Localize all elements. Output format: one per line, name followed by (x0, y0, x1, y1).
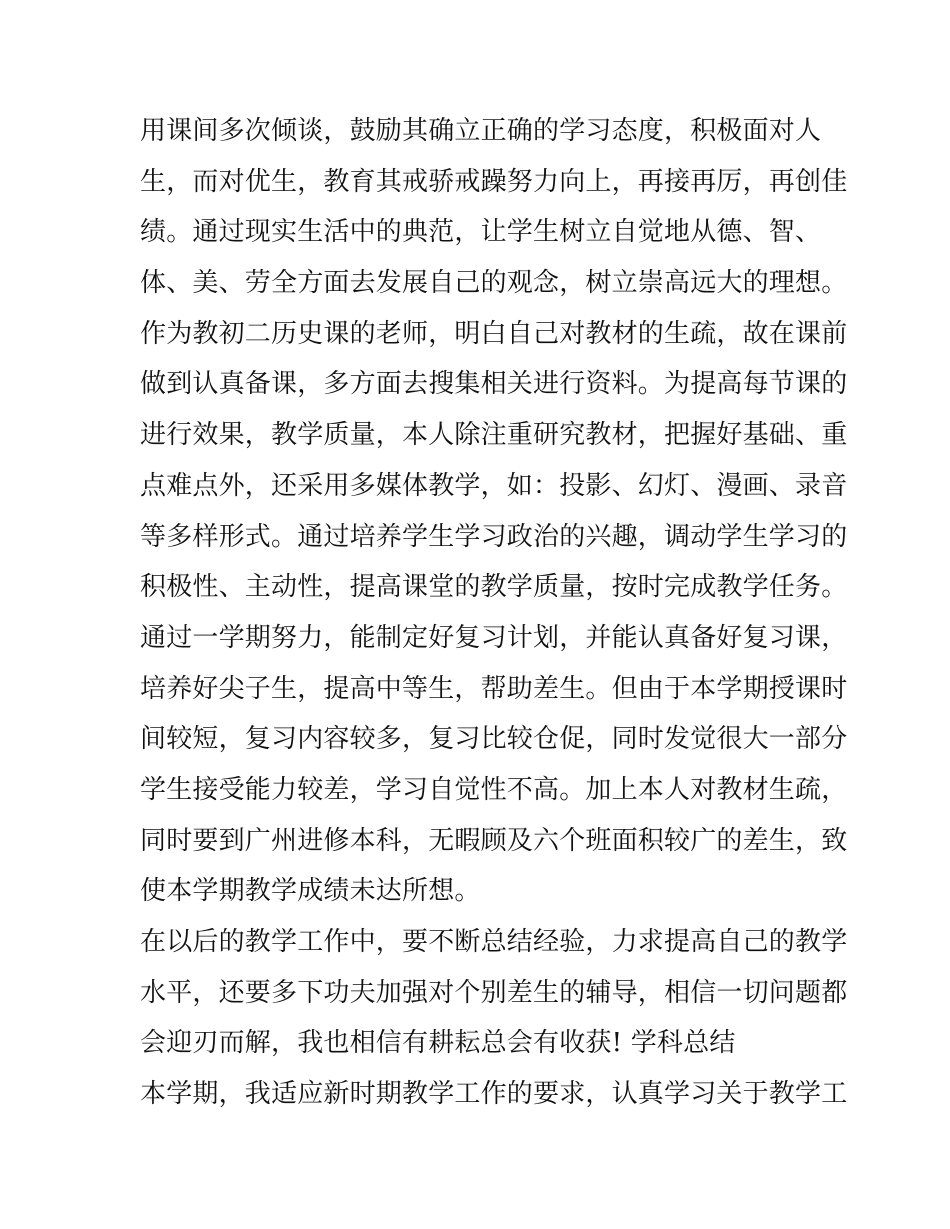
text-line: 用课间多次倾谈，鼓励其确立正确的学习态度，积极面对人 (140, 116, 822, 146)
text-line: 点难点外，还采用多媒体教学，如：投影、幻灯、漫画、录音 (140, 470, 848, 501)
text-line: 会迎刃而解，我也相信有耕耘总会有收获! 学科总结 (140, 1028, 736, 1059)
text-line: 积极性、主动性，提高课堂的教学质量，按时完成教学任务。 (140, 572, 848, 603)
text-line: 本学期，我适应新时期教学工作的要求，认真学习关于教学工 (140, 1079, 848, 1110)
text-line: 学生接受能力较差，学习自觉性不高。加上本人对教材生疏， (140, 774, 848, 805)
text-line: 同时要到广州进修本科，无暇顾及六个班面积较广的差生，致 (140, 825, 848, 856)
document-body-text (140, 106, 848, 1120)
text-line: 培养好尖子生，提高中等生，帮助差生。但由于本学期授课时 (140, 673, 848, 704)
text-line: 通过一学期努力，能制定好复习计划，并能认真备好复习课， (140, 622, 848, 653)
text-line: 使本学期教学成绩未达所想。 (140, 876, 481, 907)
text-line: 生，而对优生，教育其戒骄戒躁努力向上，再接再厉，再创佳 (140, 166, 848, 197)
text-line: 作为教初二历史课的老师，明白自己对教材的生疏，故在课前 (140, 318, 848, 349)
text-line: 绩。通过现实生活中的典范，让学生树立自觉地从德、智、 (140, 217, 822, 248)
text-line: 体、美、劳全方面去发展自己的观念，树立崇高远大的理想。 (140, 268, 848, 299)
text-line: 进行效果，教学质量，本人除注重研究教材，把握好基础、重 (140, 420, 848, 451)
text-line: 做到认真备课，多方面去搜集相关进行资料。为提高每节课的 (140, 369, 848, 400)
text-line: 水平，还要多下功夫加强对个别差生的辅导，相信一切问题都 (140, 977, 848, 1008)
text-line: 在以后的教学工作中，要不断总结经验，力求提高自己的教学 (140, 927, 848, 957)
text-line: 等多样形式。通过培养学生学习政治的兴趣，调动学生学习的 (140, 521, 848, 552)
text-line: 间较短，复习内容较多，复习比较仓促，同时发觉很大一部分 (140, 724, 848, 755)
